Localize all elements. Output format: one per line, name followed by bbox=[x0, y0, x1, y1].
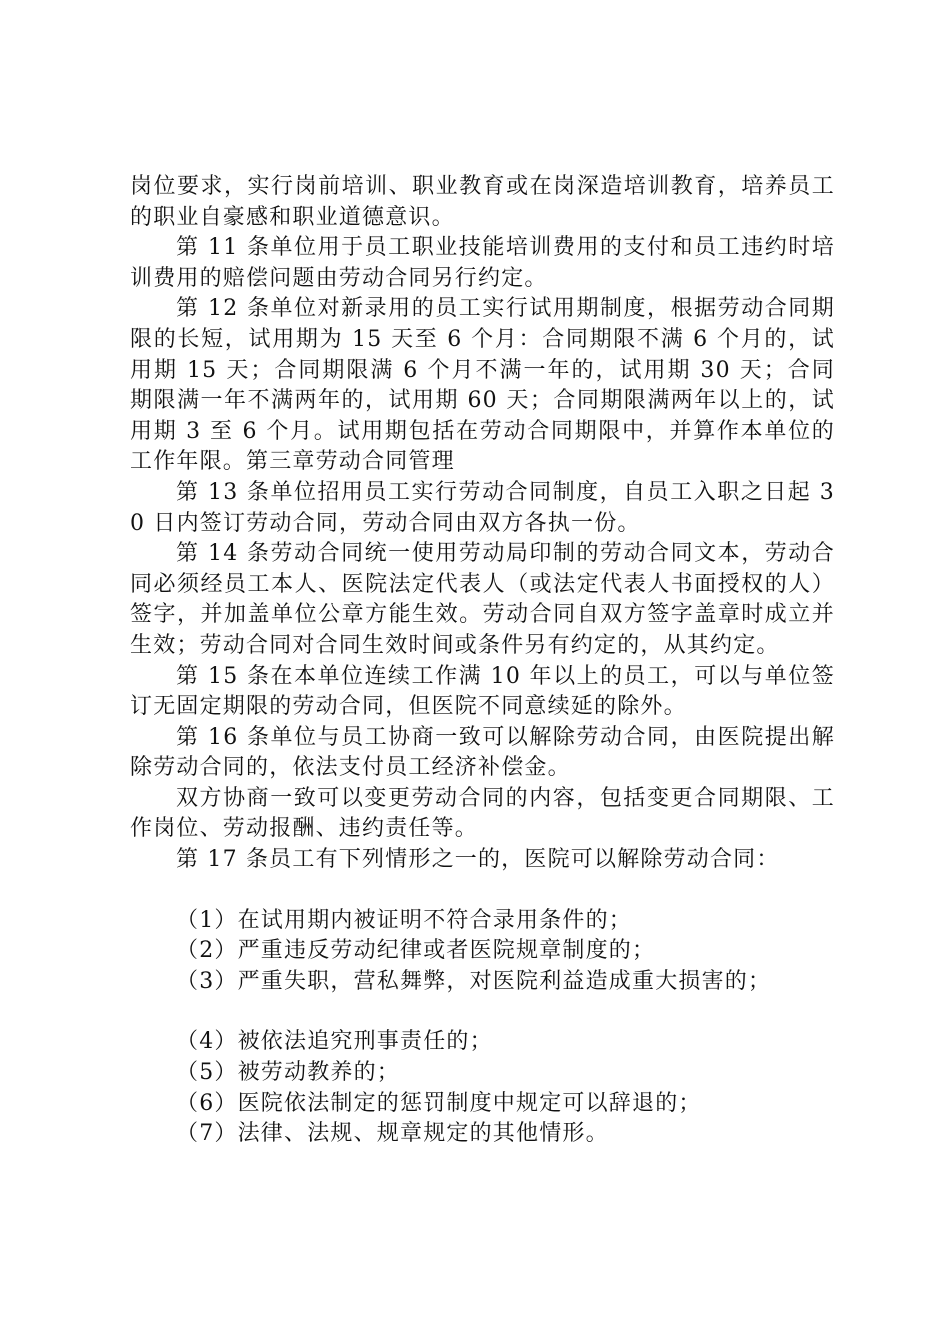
document-body bbox=[130, 172, 835, 1150]
list-item: （3）严重失职，营私舞弊，对医院利益造成重大损害的； bbox=[176, 968, 772, 994]
article-11: 第 11 条单位用于员工职业技能培训费用的支付和员工违约时培训费用的赔偿问题由劳动合同另行约定。 bbox=[130, 235, 835, 291]
article-13: 第 13 条单位招用员工实行劳动合同制度，自员工入职之日起 30 日内签订劳动合同，劳动合同由双方各执一份。 bbox=[130, 479, 835, 536]
article-15: 第 15 条在本单位连续工作满 10 年以上的员工，可以与单位签订无固定期限的劳动合同，但医院不同意续延的除外。 bbox=[130, 663, 835, 720]
spacer bbox=[130, 876, 835, 906]
list-item: （2）严重违反劳动纪律或者医院规章制度的； bbox=[176, 938, 656, 964]
article-14: 第 14 条劳动合同统一使用劳动局印制的劳动合同文本，劳动合同必须经员工本人、医院法定代表人（或法定代表人书面授权的人）签字，并加盖单位公章方能生效。劳动合同自双方签字盖章时成立并生效；劳动合同对合同生效时间或条件另有约定的，从其约定。 bbox=[130, 541, 835, 658]
article-12: 第 12 条单位对新录用的员工实行试用期制度，根据劳动合同期限的长短，试用期为 15 天至 6 个月：合同期限不满 6 个月的，试用期 15 天；合同期限满 6 个月不满一年的，试用期 30 天；合同期限满一年不满两年的，试用期 60 天；合同期限满两年以上的，试用期 3 至 6 个月。试用期包括在劳动合同期限中，并算作本单位的工作年限。第三章劳动合同管理 bbox=[130, 296, 835, 475]
article-16-cont: 双方协商一致可以变更劳动合同的内容，包括变更合同期限、工作岗位、劳动报酬、违约责任等。 bbox=[130, 785, 835, 842]
list-item: （5）被劳动教养的； bbox=[176, 1060, 400, 1086]
list-item: （7）法律、法规、规章规定的其他情形。 bbox=[176, 1121, 609, 1147]
termination-list-1 bbox=[130, 906, 835, 998]
termination-list-2 bbox=[130, 1027, 835, 1149]
article-16: 第 16 条单位与员工协商一致可以解除劳动合同，由医院提出解除劳动合同的，依法支付员工经济补偿金。 bbox=[130, 724, 835, 781]
list-item: （1）在试用期内被证明不符合录用条件的； bbox=[176, 907, 632, 933]
list-item: （4）被依法追究刑事责任的； bbox=[176, 1029, 493, 1055]
spacer bbox=[130, 997, 835, 1027]
list-item: （6）医院依法制定的惩罚制度中规定可以辞退的； bbox=[176, 1090, 702, 1116]
paragraph-1: 岗位要求，实行岗前培训、职业教育或在岗深造培训教育，培养员工的职业自豪感和职业道德意识。 bbox=[130, 174, 835, 230]
article-17: 第 17 条员工有下列情形之一的，医院可以解除劳动合同： bbox=[176, 847, 780, 873]
